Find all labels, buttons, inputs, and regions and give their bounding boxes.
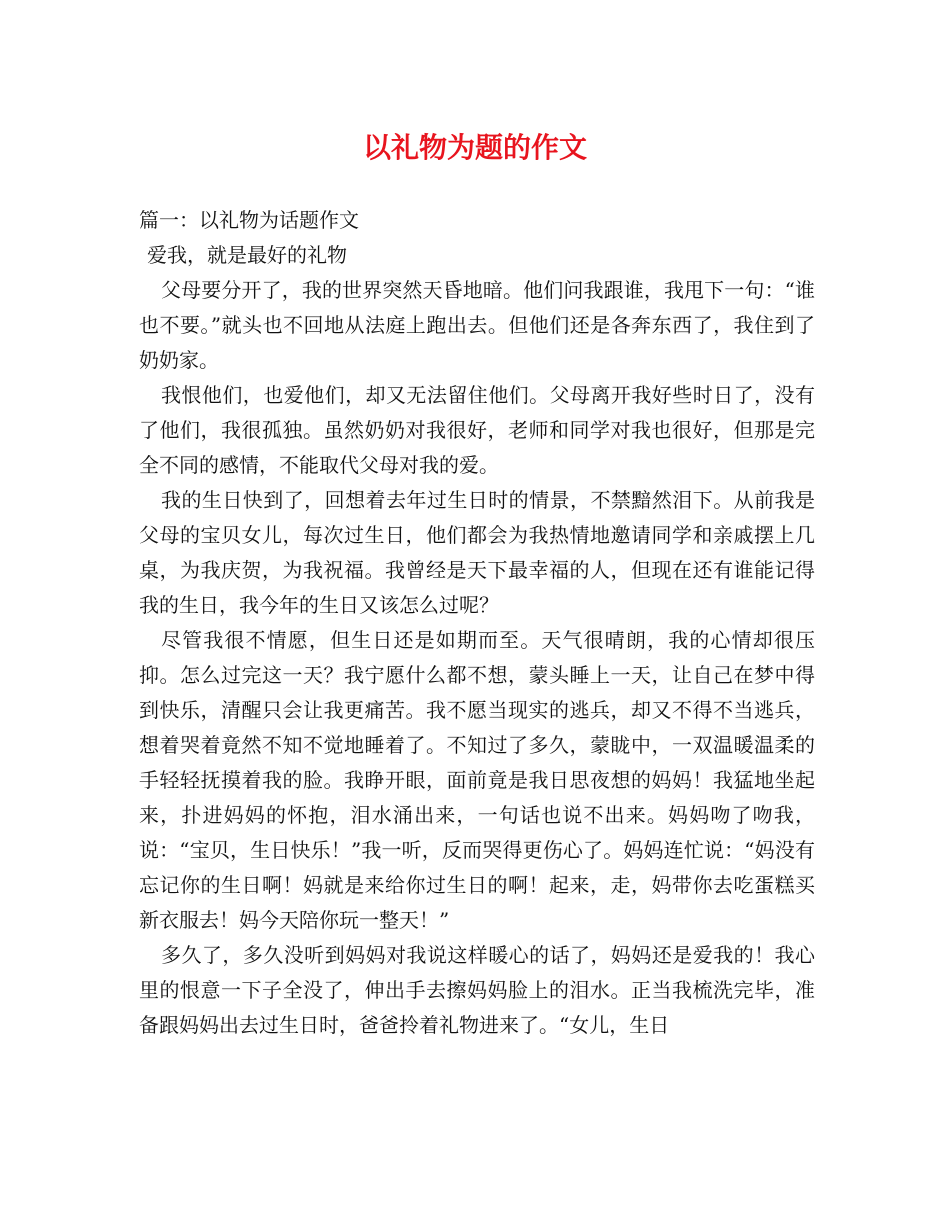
document-title: 以礼物为题的作文	[362, 131, 587, 164]
essay-title: 爱我，就是最好的礼物	[147, 243, 347, 267]
section-heading: 篇一：以礼物为话题作文	[139, 208, 359, 232]
document-body	[139, 203, 815, 1043]
paragraph: 多久了，多久没听到妈妈对我说这样暖心的话了，妈妈还是爱我的！我心里的恨意一下子全没了，伸出手去擦妈妈脸上的泪水。正当我梳洗完毕，准备跟妈妈出去过生日时，爸爸拎着礼物进来了。“女儿，生日	[139, 943, 815, 1037]
paragraph: 我的生日快到了，回想着去年过生日时的情景，不禁黯然泪下。从前我是父母的宝贝女儿，每次过生日，他们都会为我热情地邀请同学和亲戚摆上几桌，为我庆贺，为我祝福。我曾经是天下最幸福的人，但现在还有谁能记得我的生日，我今年的生日又该怎么过呢？	[139, 488, 815, 617]
paragraph: 我恨他们，也爱他们，却又无法留住他们。父母离开我好些时日了，没有了他们，我很孤独。虽然奶奶对我很好，老师和同学对我也很好，但那是完全不同的感情，不能取代父母对我的爱。	[139, 383, 815, 477]
paragraph: 尽管我很不情愿，但生日还是如期而至。天气很晴朗，我的心情却很压抑。怎么过完这一天？我宁愿什么都不想，蒙头睡上一天，让自己在梦中得到快乐，清醒只会让我更痛苦。我不愿当现实的逃兵，却又不得不当逃兵，想着哭着竟然不知不觉地睡着了。不知过了多久，蒙眬中，一双温暖温柔的手轻轻抚摸着我的脸。我睁开眼，面前竟是我日思夜想的妈妈！我猛地坐起来，扑进妈妈的怀抱，泪水涌出来，一句话也说不出来。妈妈吻了吻我，说：“宝贝，生日快乐！”我一听，反而哭得更伤心了。妈妈连忙说：“妈没有忘记你的生日啊！妈就是来给你过生日的啊！起来，走，妈带你去吃蛋糕买新衣服去！妈今天陪你玩一整天！”	[139, 628, 815, 932]
paragraph: 父母要分开了，我的世界突然天昏地暗。他们问我跟谁，我甩下一句：“谁也不要。”就头也不回地从法庭上跑出去。但他们还是各奔东西了，我住到了奶奶家。	[139, 278, 815, 372]
